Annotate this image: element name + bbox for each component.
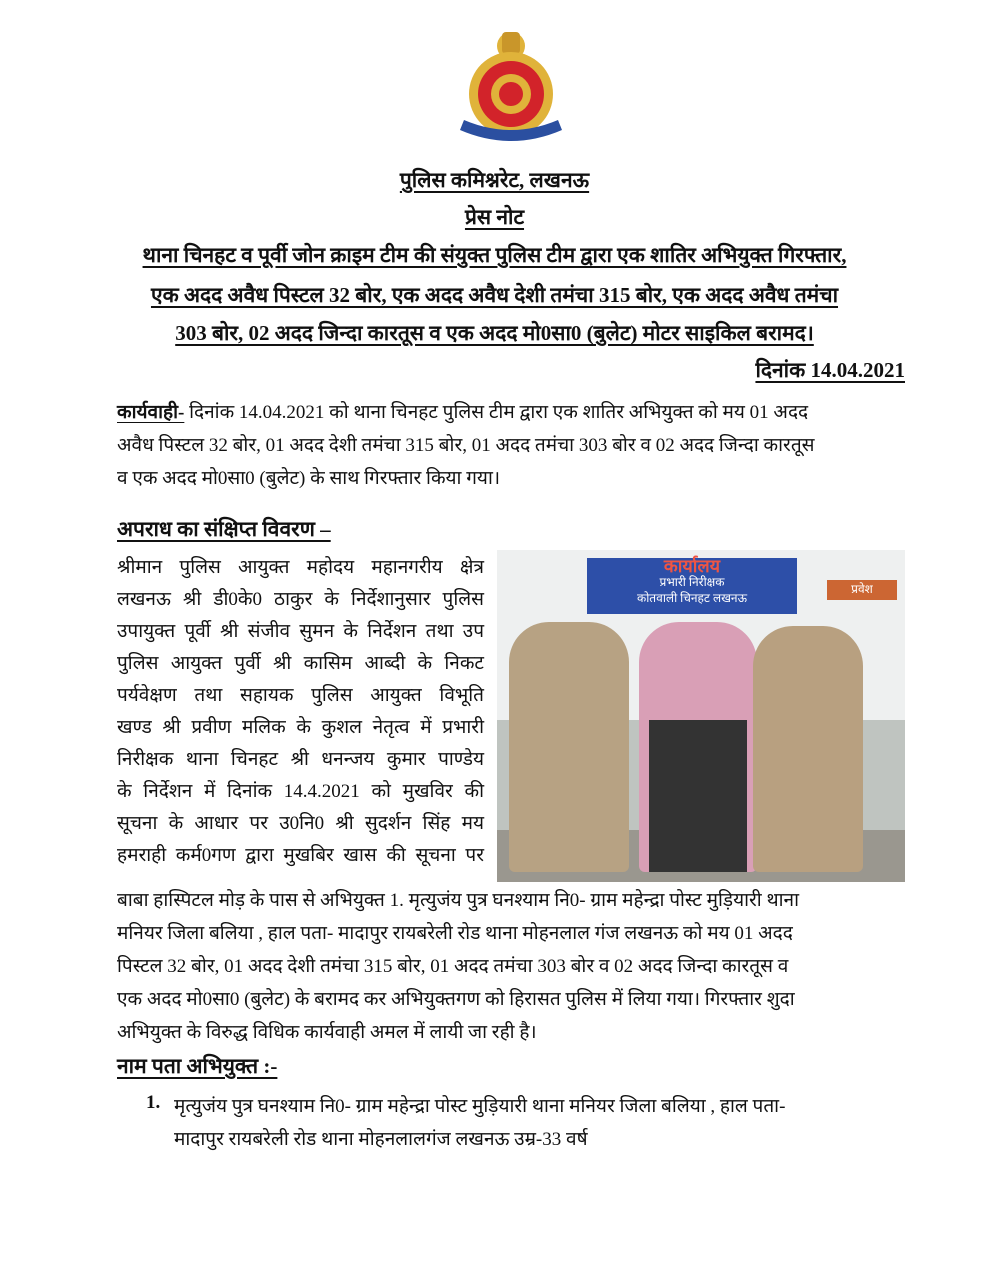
- up-police-emblem: [452, 22, 570, 152]
- officer-left: [509, 622, 629, 872]
- action-line: अवैध पिस्टल 32 बोर, 01 अदद देशी तमंचा 315 बोर, 01 अदद तमंचा 303 बोर व 02 अदद जिन्दा कारतूस: [117, 435, 815, 456]
- accused-heading: नाम पता अभियुक्त :-: [117, 1054, 278, 1078]
- summary-line: श्रीमान पुलिस आयुक्त महोदय महानगरीय क्षेत्र: [117, 557, 484, 578]
- summary-heading: अपराध का संक्षिप्त विवरण –: [117, 517, 331, 541]
- action-line: [117, 398, 808, 424]
- summary-line: हमराही कर्म0गण द्वारा मुखबिर खास की सूचना पर: [117, 845, 484, 866]
- office-sign: कार्यालय: [663, 556, 721, 576]
- door-sign: प्रवेश: [827, 580, 897, 600]
- office-sign: कोतवाली चिनहट लखनऊ: [636, 591, 748, 605]
- accused-line: मादापुर रायबरेली रोड थाना मोहनलालगंज लखनऊ उम्र-33 वर्ष: [174, 1129, 588, 1150]
- summary-line: बाबा हास्पिटल मोड़ के पास से अभियुक्त 1. मृत्युजंय पुत्र घनश्याम नि0- ग्राम महेन्द्रा पोस्ट मुड़ियारी थाना: [117, 890, 799, 911]
- summary-line: पुलिस आयुक्त पुर्वी श्री कासिम आब्दी के निकट: [117, 653, 484, 674]
- accused-line: मृत्युजंय पुत्र घनश्याम नि0- ग्राम महेन्द्रा पोस्ट मुड़ियारी थाना मनियर जिला बलिया , हाल पता-: [174, 1096, 786, 1117]
- summary-line: के निर्देशन में दिनांक 14.4.2021 को मुखविर की: [117, 781, 484, 802]
- action-label: कार्यवाही-: [117, 402, 185, 423]
- summary-line: खण्ड श्री प्रवीण मलिक के कुशल नेतृत्व में प्रभारी: [117, 717, 484, 738]
- summary-line: लखनऊ श्री डी0के0 ठाकुर के निर्देशानुसार पुलिस: [117, 589, 484, 610]
- press-date: दिनांक 14.04.2021: [755, 358, 905, 382]
- officer-right: [753, 626, 863, 872]
- action-line: व एक अदद मो0सा0 (बुलेट) के साथ गिरफ्तार किया गया।: [117, 468, 501, 489]
- summary-line: पिस्टल 32 बोर, 01 अदद देशी तमंचा 315 बोर, 01 अदद तमंचा 303 बोर व 02 अदद जिन्दा कारतूस व: [117, 956, 789, 977]
- action-text: दिनांक 14.04.2021 को थाना चिनहट पुलिस टीम द्वारा एक शातिर अभियुक्त को मय 01 अदद: [184, 402, 809, 423]
- headline-line: एक अदद अवैध पिस्टल 32 बोर, एक अदद अवैध देशी तमंचा 315 बोर, एक अदद अवैध तमंचा: [150, 283, 839, 307]
- summary-line: सूचना के आधार पर उ0नि0 श्री सुदर्शन सिंह मय: [117, 813, 484, 834]
- arrest-photo: [497, 550, 905, 882]
- headline-line: थाना चिनहट व पूर्वी जोन क्राइम टीम की संयुक्त पुलिस टीम द्वारा एक शातिर अभियुक्त गिरफ्तार,: [142, 243, 847, 267]
- summary-line: निरीक्षक थाना चिनहट श्री धनन्जय कुमार पाण्डेय: [117, 749, 484, 770]
- office-sign: प्रभारी निरीक्षक: [659, 575, 725, 589]
- summary-line: पर्यवेक्षण तथा सहायक पुलिस आयुक्त विभूति: [117, 685, 484, 706]
- office-sign: [587, 558, 797, 614]
- headline-line: 303 बोर, 02 अदद जिन्दा कारतूस व एक अदद मो0सा0 (बुलेट) मोटर साइकिल बरामद।: [175, 321, 814, 345]
- trousers: [649, 720, 747, 872]
- summary-line: एक अदद मो0सा0 (बुलेट) के बरामद कर अभियुक्तगण को हिरासत पुलिस में लिया गया। गिरफ्तार शुदा: [117, 989, 795, 1010]
- accused-number: 1.: [146, 1092, 161, 1113]
- summary-line: उपायुक्त पूर्वी श्री संजीव सुमन के निर्देशन तथा उप: [117, 621, 484, 642]
- org-title: पुलिस कमिश्नरेट, लखनऊ: [399, 168, 590, 192]
- summary-line: मनियर जिला बलिया , हाल पता- मादापुर रायबरेली रोड थाना मोहनलाल गंज लखनऊ को मय 01 अदद: [117, 923, 793, 944]
- summary-line: अभियुक्त के विरुद्ध विधिक कार्यवाही अमल में लायी जा रही है।: [117, 1022, 537, 1043]
- doc-type: प्रेस नोट: [464, 205, 525, 229]
